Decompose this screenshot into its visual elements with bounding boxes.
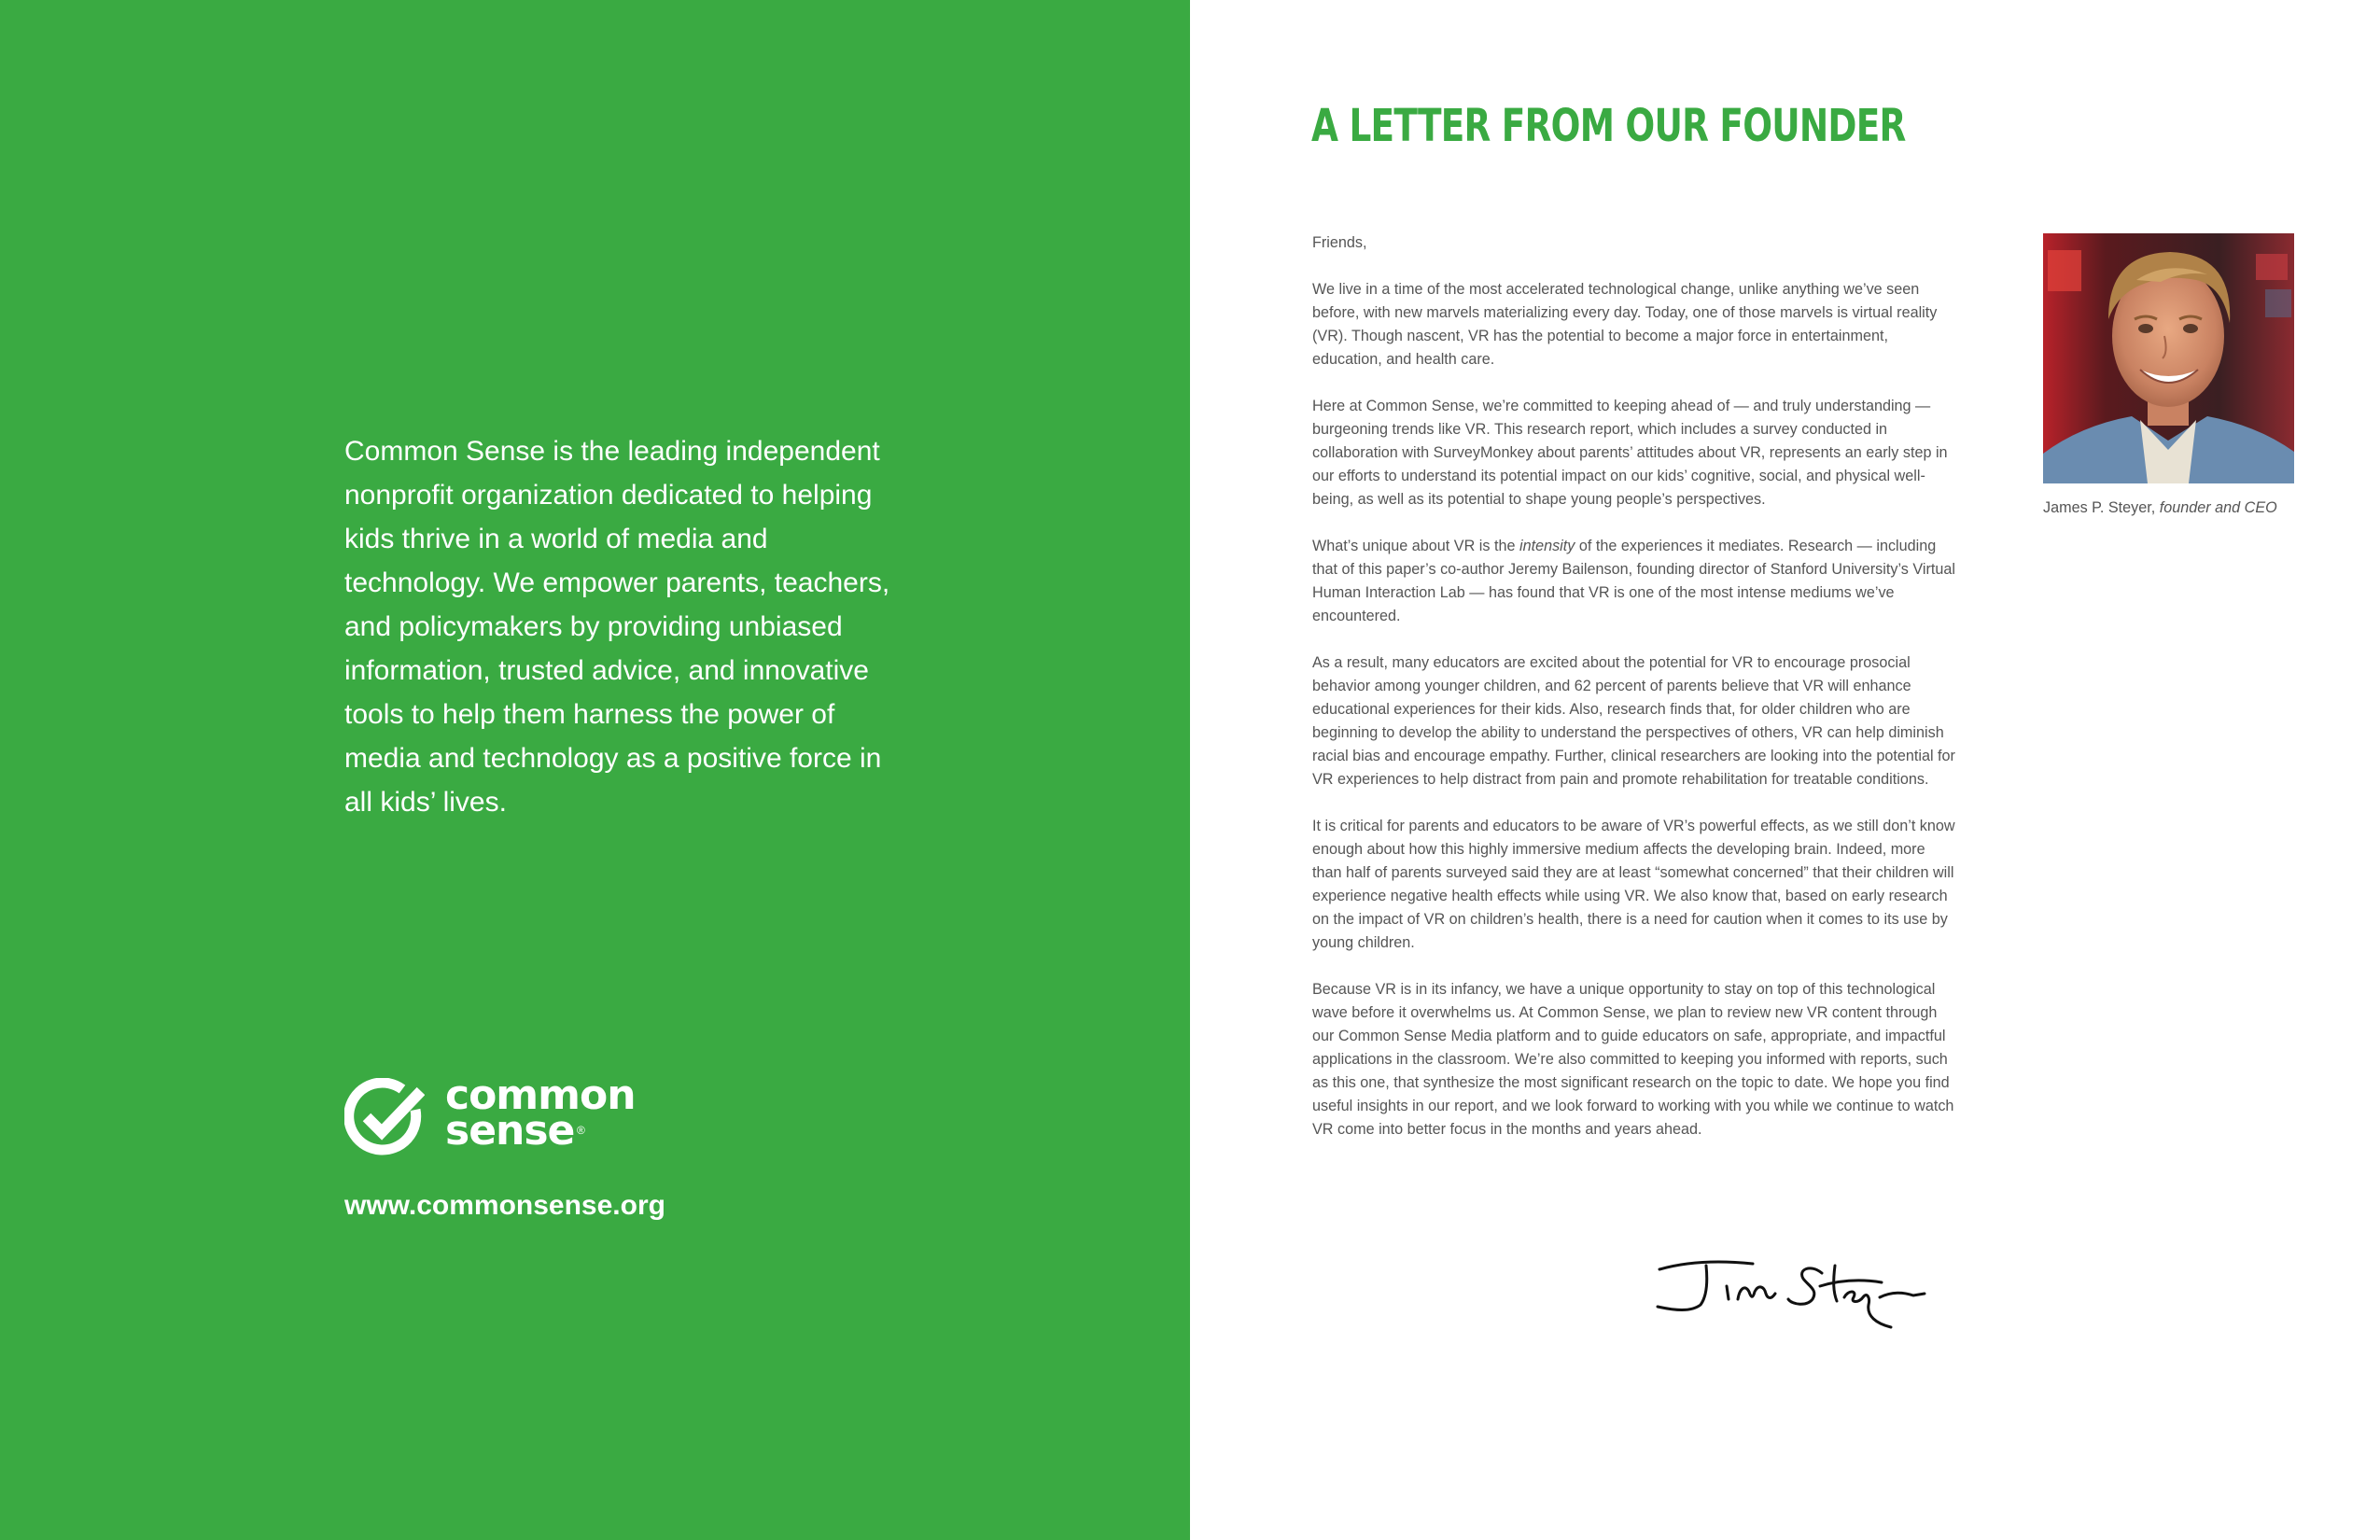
founder-role: founder and CEO (2159, 499, 2277, 516)
founder-photo (2043, 233, 2294, 483)
registered-mark: ® (577, 1124, 585, 1137)
logo-word-sense: sense (445, 1107, 575, 1155)
letter-paragraph-5: It is critical for parents and educators to be aware of VR’s powerful effects, as we still don’t know enough about how this highly immersive medium affects the developing brain. Indeed, more than half of parents surveyed said they are at least “somewhat concerned” that their children will experience negative health effects while using VR. We also know that, based on early research on the impact of VR on children’s health, there is a need for caution when it comes to its use by young children. (1312, 818, 1955, 951)
founder-name: James P. Steyer, (2043, 499, 2156, 516)
website-link[interactable]: www.commonsense.org (344, 1190, 665, 1221)
letter-greeting: Friends, (1312, 234, 1367, 251)
common-sense-logo (344, 1071, 662, 1159)
mission-statement: Common Sense is the leading independent nonprofit organization dedicated to helping kids thrive in a world of media and technology. We empower parents, teachers, and policymakers by providing unbiased information, trusted advice, and innovative tools to help them harness the power of media and technology as a positive force in all kids’ lives. (344, 436, 890, 818)
letter-body (1312, 231, 1956, 1165)
letter-title: A LETTER FROM OUR FOUNDER (1311, 100, 1906, 152)
check-circle-icon (344, 1078, 425, 1158)
signature (1652, 1249, 1932, 1333)
letter-paragraph-1: We live in a time of the most accelerated technological change, unlike anything we’ve seen before, with new marvels materializing every day. Today, one of those marvels is virtual reality (VR). Though nascent, VR has the potential to become a major force in entertainment, education, and health care. (1312, 281, 1938, 368)
paragraph-3-start: What’s unique about VR is the (1312, 538, 1519, 554)
emphasis-intensity: intensity (1519, 538, 1575, 554)
paragraph-3-end: of the experiences it mediates. Research — including that of this paper’s co-author Jeremy Bailenson, founding director of Stanford University’s Virtual Human Interaction Lab — has found that VR is one of the most intense mediums we’ve encountered. (1312, 538, 1955, 624)
logo-word-common: common (445, 1071, 636, 1119)
photo-caption (2043, 497, 2277, 519)
letter-paragraph-6: Because VR is in its infancy, we have a unique opportunity to stay on top of this technological wave before it overwhelms us. At Common Sense, we plan to review new VR content through our Common Sense Media platform and to guide educators on safe, appropriate, and impactful applications in the classroom. We’re also committed to keeping you informed with reports, such as this one, that synthesize the most significant research on the topic to date. We hope you find useful insights in our report, and we look forward to working with you while we continue to watch VR come into better focus in the months and years ahead. (1312, 981, 1954, 1138)
letter-paragraph-2: Here at Common Sense, we’re committed to keeping ahead of — and truly understanding — burgeoning trends like VR. This research report, which includes a survey conducted in collaboration with SurveyMonkey about parents’ attitudes about VR, represents an early step in our efforts to understand its potential impact on our kids’ cognitive, social, and physical well-being, as well as its potential to shape young people’s perspectives. (1312, 398, 1948, 508)
letter-paragraph-4: As a result, many educators are excited about the potential for VR to encourage prosocial behavior among younger children, and 62 percent of parents believe that VR will enhance educational experiences for their kids. Also, research finds that, for older children who are beginning to develop the ability to understand the perspectives of others, VR can help diminish racial bias and encourage empathy. Further, clinical researchers are looking into the potential for VR experiences to help distract from pain and promote rehabilitation for treatable conditions. (1312, 654, 1955, 788)
letter-paragraph-3 (1312, 535, 1956, 628)
